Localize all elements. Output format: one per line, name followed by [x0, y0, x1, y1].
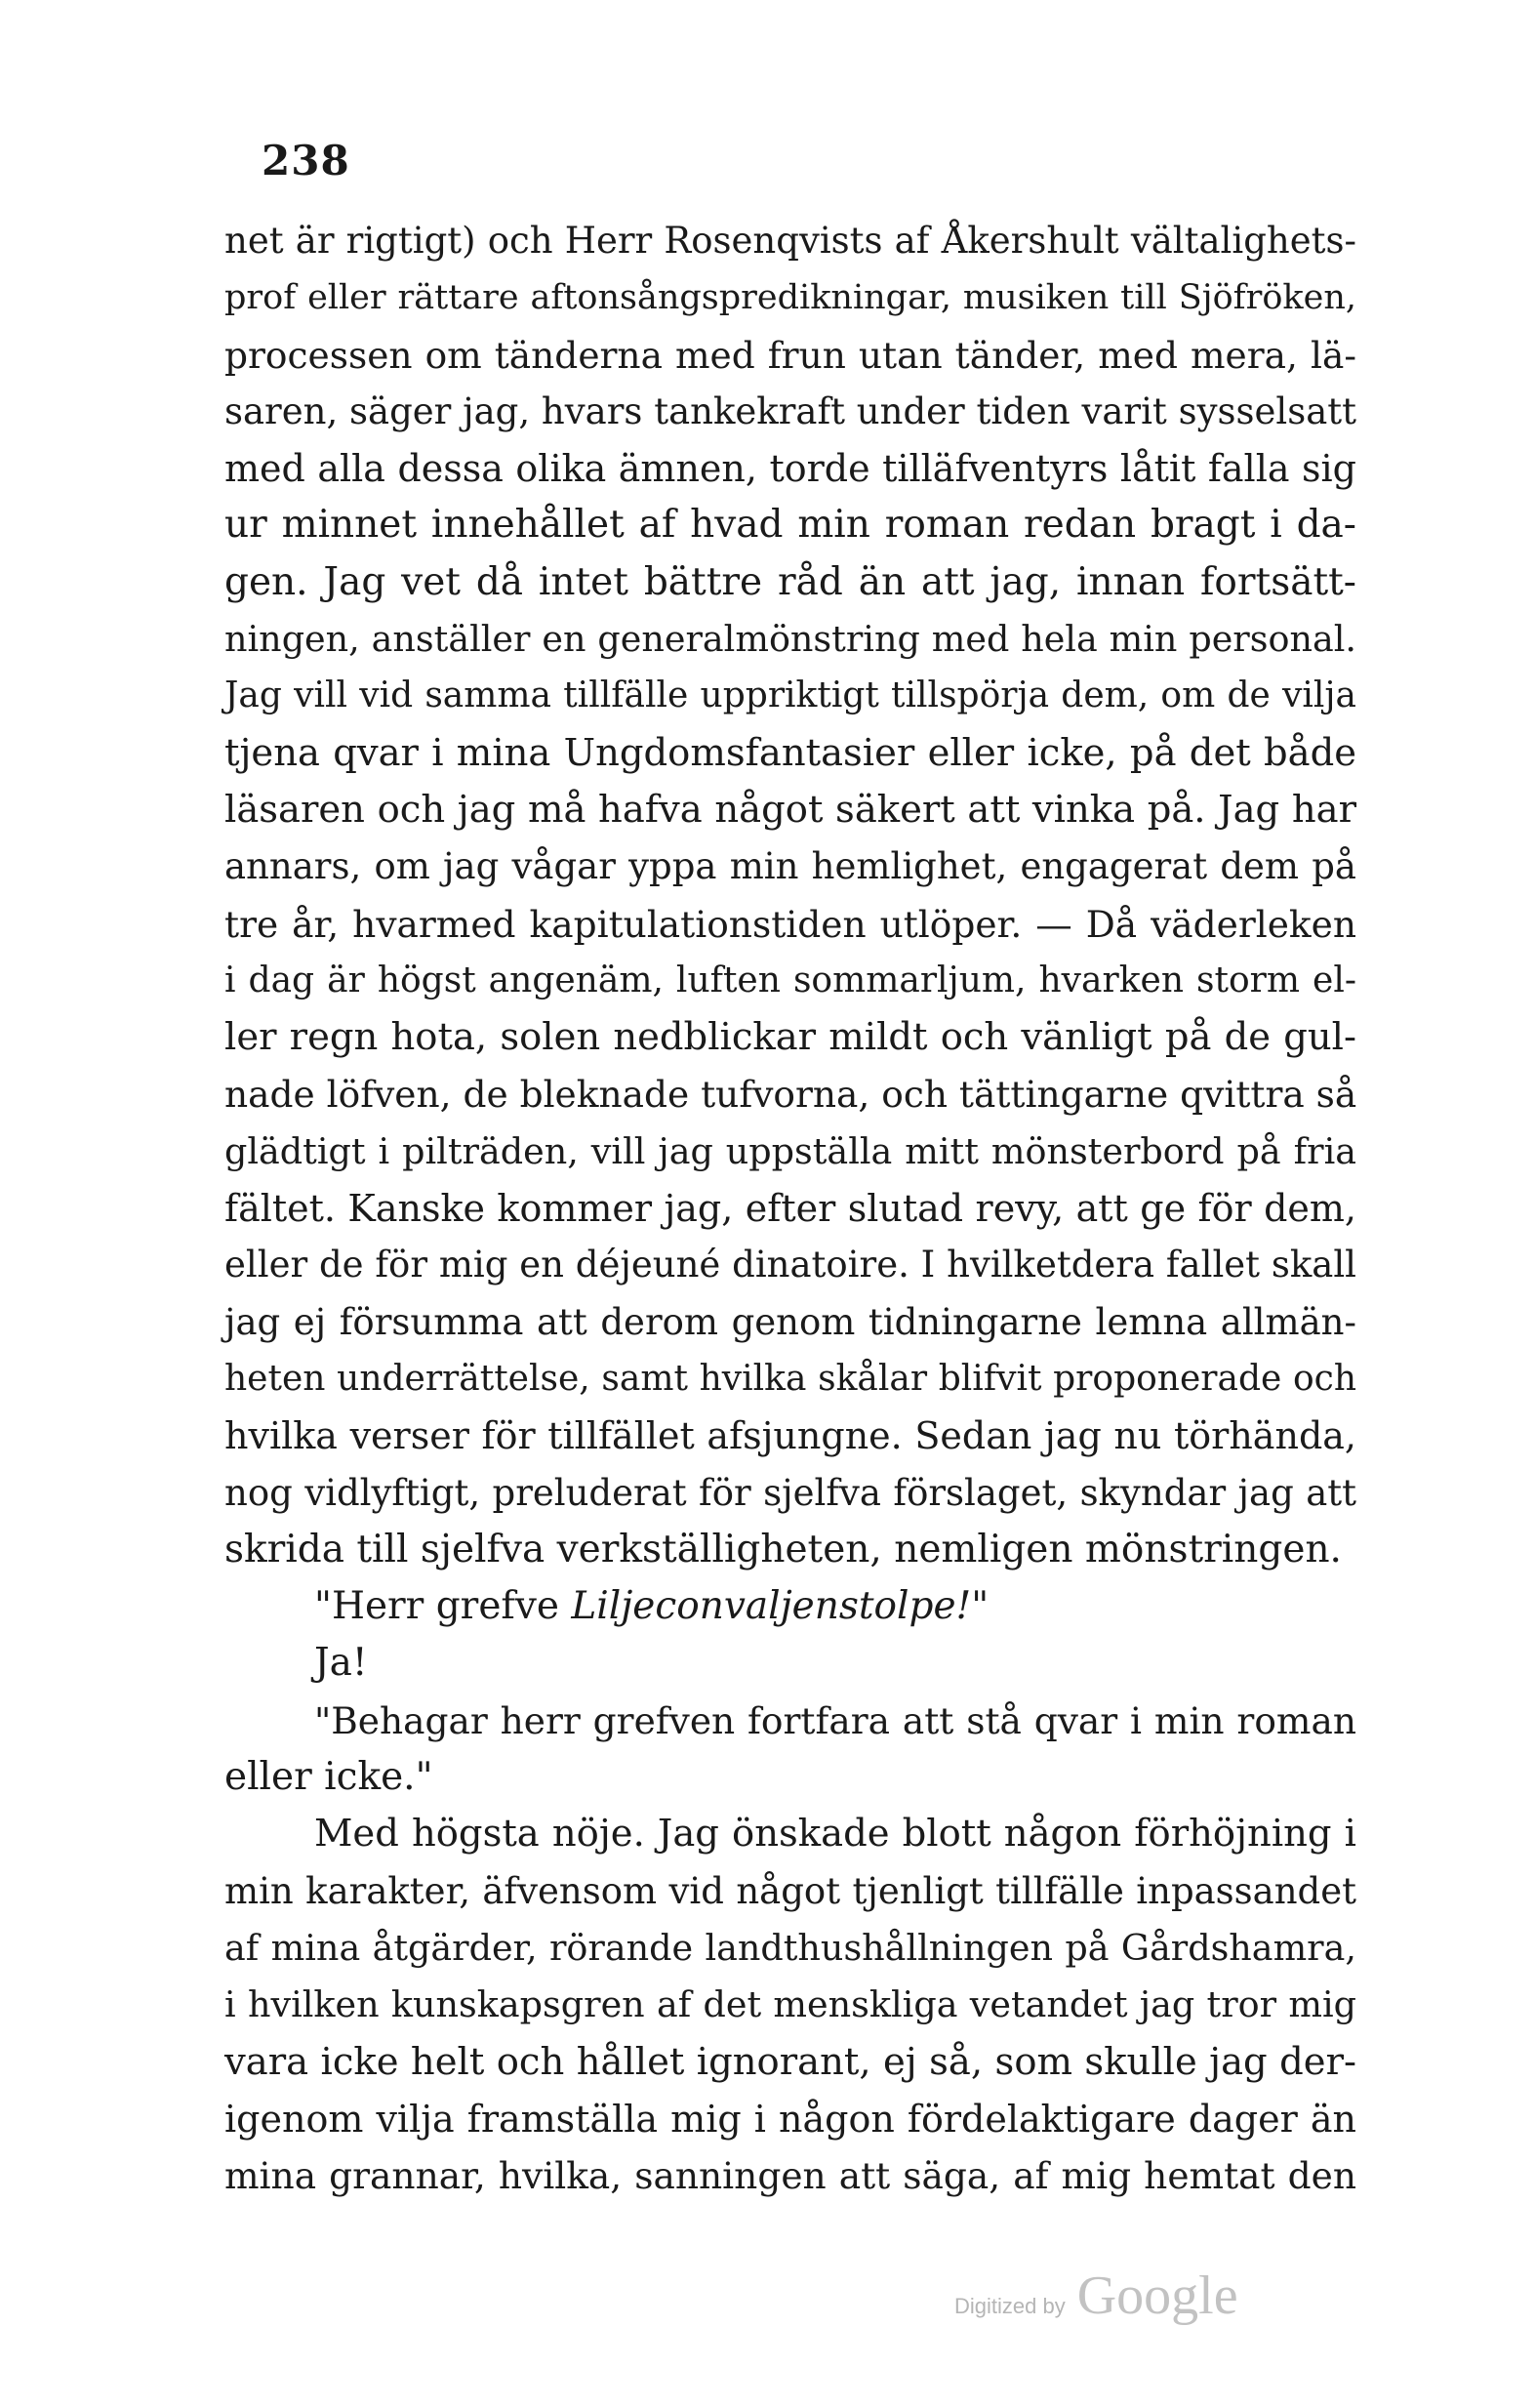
text-line: glädtigt i pilträden, vill jag uppställa mitt mönsterbord på fria: [224, 1129, 1356, 1172]
text-line: Ja!: [314, 1641, 368, 1686]
text-line: eller de för mig en déjeuné dinatoire. I hvilketdera fallet skall: [224, 1244, 1356, 1286]
text-line: "Behagar herr grefven fortfara att stå qvar i min roman: [314, 1698, 1356, 1742]
google-logo: Google: [1076, 2265, 1238, 2326]
text-line: Med högsta nöje. Jag önskade blott någon förhöjning i: [314, 1812, 1356, 1857]
line-text-before: "Herr grefve: [314, 1584, 572, 1629]
text-line: heten underrättelse, samt hvilka skålar blifvit proponerade och: [224, 1358, 1356, 1399]
text-line: nog vidlyftigt, preluderat för sjelfva förslaget, skyndar jag att: [224, 1471, 1356, 1514]
text-line: saren, säger jag, hvars tankekraft under tiden varit sysselsatt: [224, 389, 1356, 432]
text-line: läsaren och jag må hafva något säkert att vinka på. Jag har: [224, 787, 1356, 832]
character-name: Liljeconvaljenstolpe!: [571, 1584, 972, 1629]
text-line: i hvilken kunskapsgren af det menskliga vetandet jag tror mig: [224, 1983, 1356, 2026]
text-line: igenom vilja framställa mig i någon fördelaktigare dager än: [224, 2097, 1356, 2141]
text-line: skrida till sjelfva verkställigheten, nemligen mönstringen.: [224, 1527, 1342, 1571]
text-line: Jag vill vid samma tillfälle uppriktigt tillspörja dem, om de vilja: [224, 675, 1356, 716]
text-line: ningen, anställer en generalmönstring med hela min personal.: [224, 618, 1356, 661]
page-number: 238: [262, 137, 350, 184]
text-line: af mina åtgärder, rörande landthushållningen på Gårdshamra,: [224, 1926, 1356, 1969]
text-line: processen om tänderna med frun utan tänder, med mera, lä-: [224, 333, 1356, 377]
text-line: tre år, hvarmed kapitulationstiden utlöper. — Då väderleken: [224, 902, 1356, 946]
digitized-watermark: [954, 2265, 1238, 2327]
text-line: min karakter, äfvensom vid något tjenligt tillfälle inpassandet: [224, 1869, 1356, 1912]
text-line: vara icke helt och hållet ignorant, ej så, som skulle jag der-: [224, 2039, 1356, 2084]
text-line: tjena qvar i mina Ungdomsfantasier eller icke, på det både: [224, 730, 1356, 775]
text-line: annars, om jag vågar yppa min hemlighet, engagerat dem på: [224, 845, 1356, 888]
text-line: hvilka verser för tillfället afsjungne. Sedan jag nu törhända,: [224, 1414, 1356, 1458]
text-line: i dag är högst angenäm, luften sommarljum, hvarken storm el-: [224, 959, 1356, 1000]
text-line: [224, 1578, 1356, 1635]
body-text: [224, 213, 1356, 2204]
text-line: mina grannar, hvilka, sanningen att säga, af mig hemtat den: [224, 2154, 1356, 2198]
text-line: net är rigtigt) och Herr Rosenqvists af Åkershult vältalighets-: [224, 220, 1356, 262]
text-line: nade löfven, de bleknade tufvorna, och tättingarne qvittra så: [224, 1073, 1357, 1117]
text-line: eller icke.": [224, 1755, 433, 1800]
text-line: ler regn hota, solen nedblickar mildt och vänligt på de gul-: [224, 1015, 1356, 1060]
line-text-after: ": [971, 1584, 990, 1629]
text-line: jag ej försumma att derom genom tidningarne lemna allmän-: [224, 1300, 1356, 1343]
text-line: ur minnet innehållet af hvad min roman redan bragt i da-: [224, 503, 1356, 548]
text-line: fältet. Kanske kommer jag, efter slutad revy, att ge för dem,: [224, 1187, 1356, 1231]
watermark-prefix: Digitized by: [954, 2294, 1066, 2318]
text-line: prof eller rättare aftonsångspredikningar, musiken till Sjöfröken,: [224, 278, 1356, 318]
text-line: med alla dessa olika ämnen, torde tilläfventyrs låtit falla sig: [224, 447, 1356, 491]
text-line: gen. Jag vet då intet bättre råd än att jag, innan fortsätt-: [224, 559, 1356, 604]
